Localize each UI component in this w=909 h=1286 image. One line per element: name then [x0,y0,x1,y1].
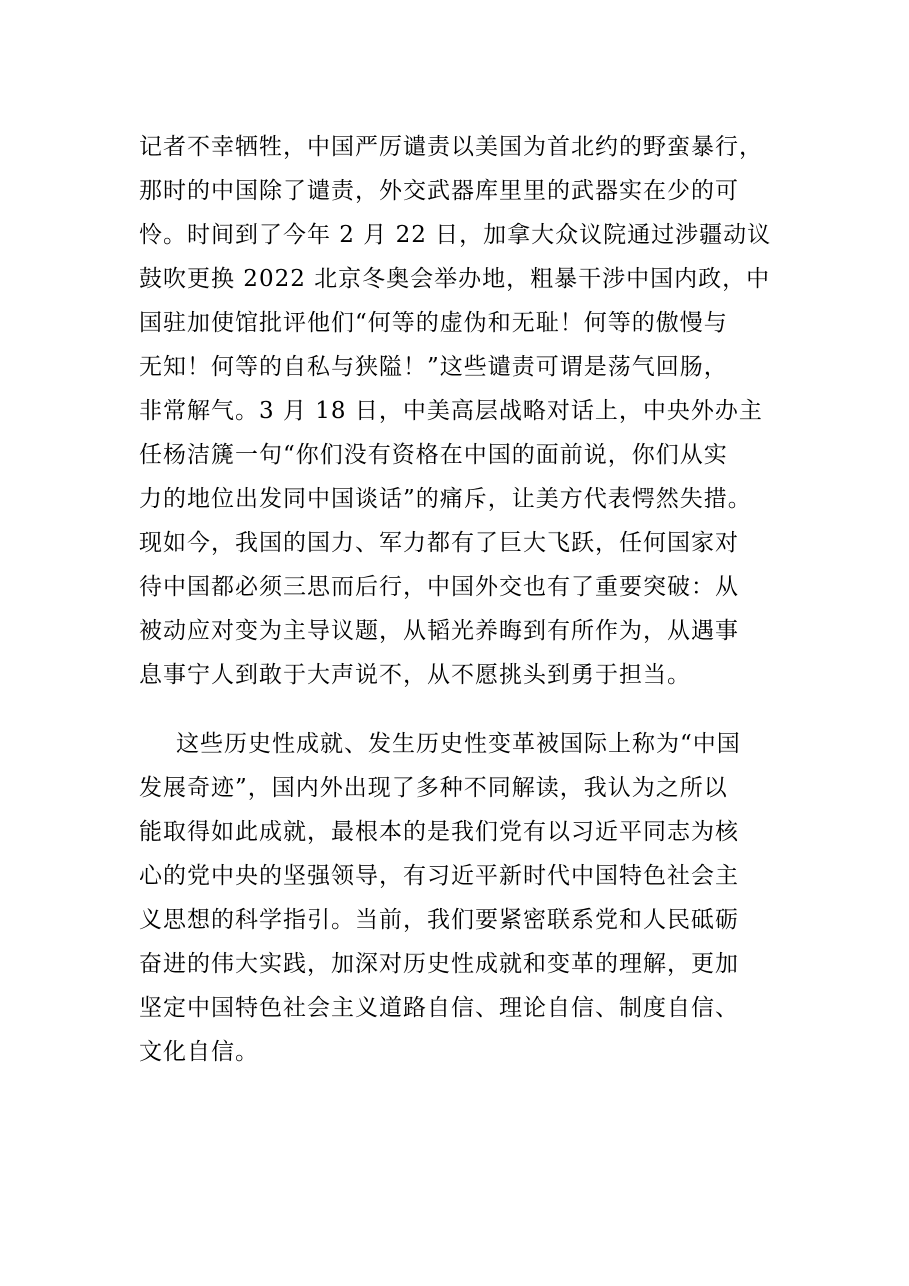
text-line: 这些历史性成就、发生历史性变革被国际上称为“中国 [176,731,741,757]
text-line: 现如今，我国的国力、军力都有了巨大飞跃，任何国家对 [139,530,739,556]
text-line: 待中国都必须三思而后行，中国外交也有了重要突破：从 [139,574,739,600]
text-line: 力的地位出发同中国谈话”的痛斥，让美方代表愕然失措。 [139,486,752,512]
text-line: 那时的中国除了谴责，外交武器库里里的武器实在少的可 [139,178,739,204]
text-line: 义思想的科学指引。当前，我们要紧密联系党和人民砥砺 [139,907,739,933]
text-line: 息事宁人到敢于大声说不，从不愿挑头到勇于担当。 [139,662,691,688]
text-line: 记者不幸牺牲，中国严厉谴责以美国为首北约的野蛮暴行， [139,134,763,160]
text-line: 被动应对变为主导议题，从韬光养晦到有所作为，从遇事 [139,618,739,644]
text-line: 怜。时间到了今年 2 月 22 日，加拿大众议院通过涉疆动议 [139,222,772,248]
text-line: 坚定中国特色社会主义道路自信、理论自信、制度自信、 [139,995,739,1021]
text-line: 心的党中央的坚强领导，有习近平新时代中国特色社会主 [139,863,739,889]
text-line: 无知！何等的自私与狭隘！”这些谴责可谓是荡气回肠， [139,354,728,380]
text-line: 文化自信。 [139,1039,259,1065]
text-line: 发展奇迹”，国内外出现了多种不同解读，我认为之所以 [139,775,728,801]
text-line: 鼓吹更换 2022 北京冬奥会举办地，粗暴干涉中国内政，中 [139,266,771,292]
text-line: 国驻加使馆批评他们“何等的虚伪和无耻！何等的傲慢与 [139,310,728,336]
text-line: 奋进的伟大实践，加深对历史性成就和变革的理解，更加 [139,951,739,977]
text-line: 能取得如此成就，最根本的是我们党有以习近平同志为核 [139,819,739,845]
text-line: 非常解气。3 月 18 日，中美高层战略对话上，中央外办主 [139,398,763,424]
text-line: 任杨洁篪一句“你们没有资格在中国的面前说，你们从实 [139,442,728,468]
